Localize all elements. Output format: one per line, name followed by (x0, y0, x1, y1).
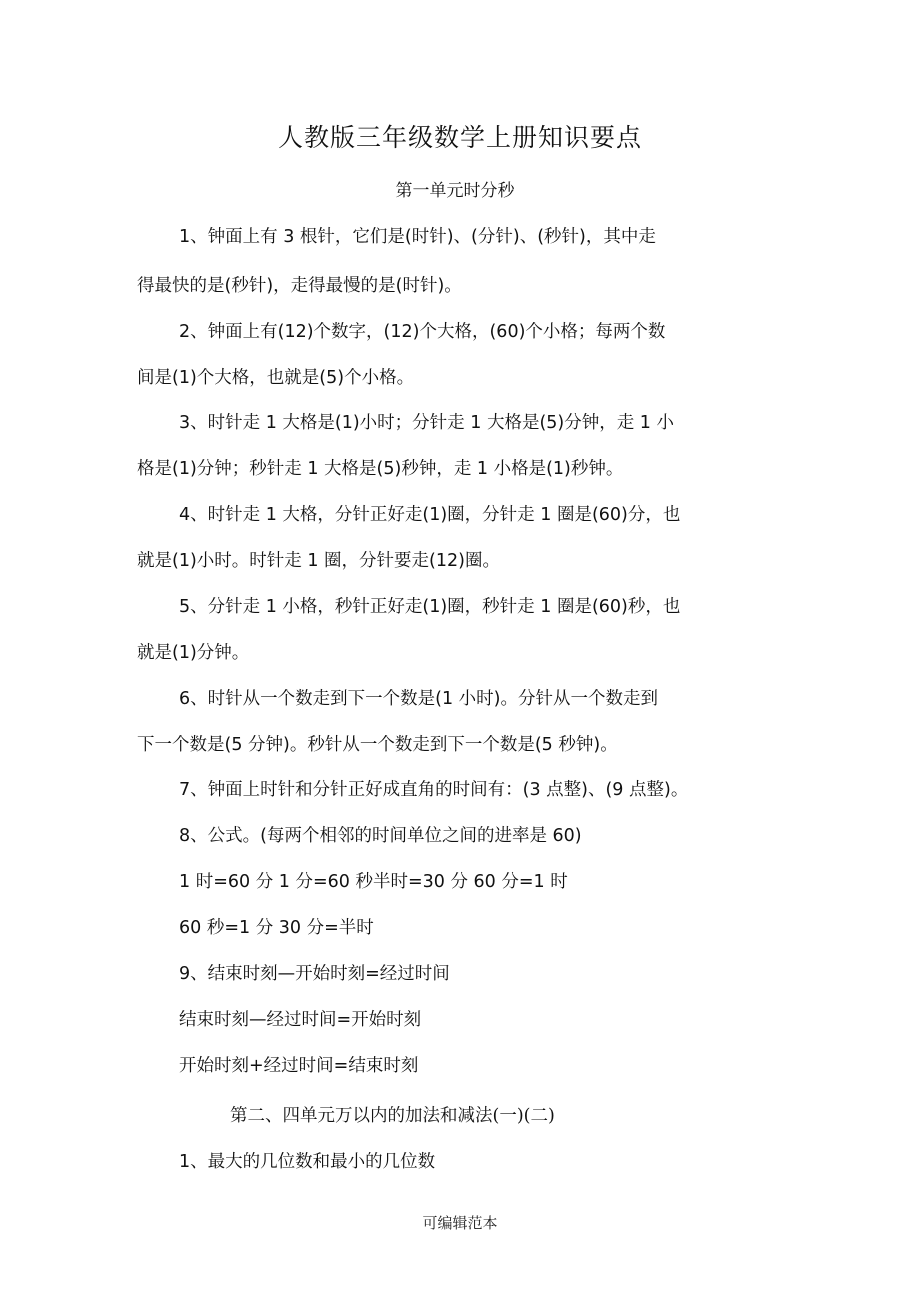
paragraph-line: 1、最大的几位数和最小的几位数 (179, 1152, 436, 1172)
formula-line: 结束时刻—经过时间=开始时刻 (179, 1010, 422, 1030)
paragraph-line: 1、钟面上有 3 根针，它们是(时针)、(分针)、(秒针)，其中走 (179, 227, 656, 247)
page-footer: 可编辑范本 (422, 1214, 498, 1232)
paragraph-line: 2、钟面上有(12)个数字，(12)个大格，(60)个小格；每两个数 (179, 322, 666, 342)
paragraph-line: 7、钟面上时针和分针正好成直角的时间有：(3 点整)、(9 点整)。 (179, 780, 689, 800)
paragraph-line: 3、时针走 1 大格是(1)小时；分针走 1 大格是(5)分钟，走 1 小 (179, 413, 674, 433)
paragraph-line: 下一个数是(5 分钟)。秒针从一个数走到下一个数是(5 秒钟)。 (137, 735, 618, 755)
formula-line: 60 秒=1 分 30 分=半时 (179, 918, 374, 938)
paragraph-line: 4、时针走 1 大格，分针正好走(1)圈，分针走 1 圈是(60)分，也 (179, 505, 681, 525)
unit1-heading: 第一单元时分秒 (395, 181, 515, 201)
paragraph-line: 就是(1)小时。时针走 1 圈，分针要走(12)圈。 (137, 551, 500, 571)
paragraph-line: 得最快的是(秒针)，走得最慢的是(时针)。 (137, 276, 462, 296)
formula-line: 开始时刻+经过时间=结束时刻 (179, 1056, 419, 1076)
formula-line: 9、结束时刻—开始时刻=经过时间 (179, 964, 450, 984)
paragraph-line: 5、分针走 1 小格，秒针正好走(1)圈，秒针走 1 圈是(60)秒，也 (179, 597, 681, 617)
paragraph-line: 8、公式。(每两个相邻的时间单位之间的进率是 60) (179, 826, 582, 846)
paragraph-line: 格是(1)分钟；秒针走 1 大格是(5)秒钟，走 1 小格是(1)秒钟。 (137, 459, 624, 479)
paragraph-line: 6、时针从一个数走到下一个数是(1 小时)。分针从一个数走到 (179, 689, 658, 709)
paragraph-line: 就是(1)分钟。 (137, 643, 250, 663)
paragraph-line: 间是(1)个大格，也就是(5)个小格。 (137, 368, 415, 388)
document-title: 人教版三年级数学上册知识要点 (277, 123, 642, 152)
formula-line: 1 时=60 分 1 分=60 秒半时=30 分 60 分=1 时 (179, 872, 568, 892)
unit2-heading: 第二、四单元万以内的加法和减法(一)(二) (230, 1106, 555, 1126)
